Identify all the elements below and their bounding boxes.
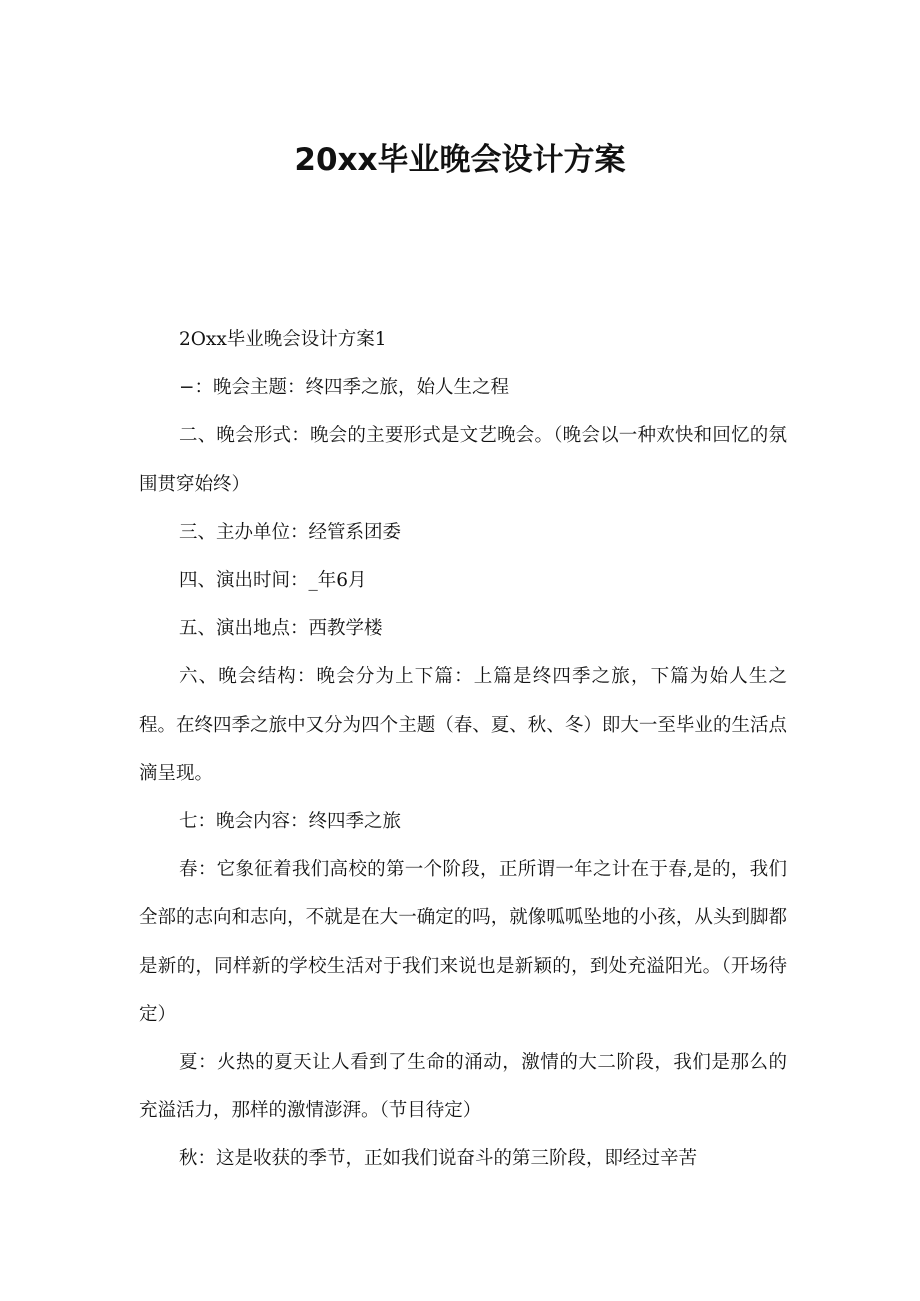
paragraph-spring: 春：它象征着我们高校的第一个阶段，正所谓一年之计在于春,是的，我们全部的志向和志向，不就是在大一确定的吗，就像呱呱坠地的小孩，从头到脚都是新的，同样新的学校生活对于我们来说也是新颖的，到处充溢阳光。（开场待定） <box>139 859 787 1025</box>
document-body <box>139 316 787 1184</box>
paragraph-format: 二、晚会形式：晚会的主要形式是文艺晚会。（晚会以一种欢快和回忆的氛围贯穿始终） <box>139 425 787 495</box>
paragraph-heading: 2Oxx毕业晚会设计方案1 <box>179 329 387 350</box>
paragraph-theme: −：晚会主题：终四季之旅，始人生之程 <box>179 377 510 399</box>
document-title: 20xx毕业晚会设计方案 <box>294 142 626 178</box>
paragraph-organizer: 三、主办单位：经管系团委 <box>179 521 402 543</box>
paragraph-summer: 夏：火热的夏天让人看到了生命的涌动，激情的大二阶段，我们是那么的充溢活力，那样的激情澎湃。（节目待定） <box>139 1052 787 1122</box>
paragraph-location: 五、演出地点：西教学楼 <box>179 618 383 640</box>
paragraph-autumn: 秋：这是收获的季节，正如我们说奋斗的第三阶段，即经过辛苦 <box>179 1148 698 1170</box>
paragraph-time: 四、演出时间：_年6月 <box>179 570 367 592</box>
paragraph-content: 七：晚会内容：终四季之旅 <box>179 811 402 833</box>
paragraph-structure: 六、晚会结构：晚会分为上下篇：上篇是终四季之旅，下篇为始人生之程。在终四季之旅中又分为四个主题（春、夏、秋、冬）即大一至毕业的生活点滴呈现。 <box>139 666 787 784</box>
